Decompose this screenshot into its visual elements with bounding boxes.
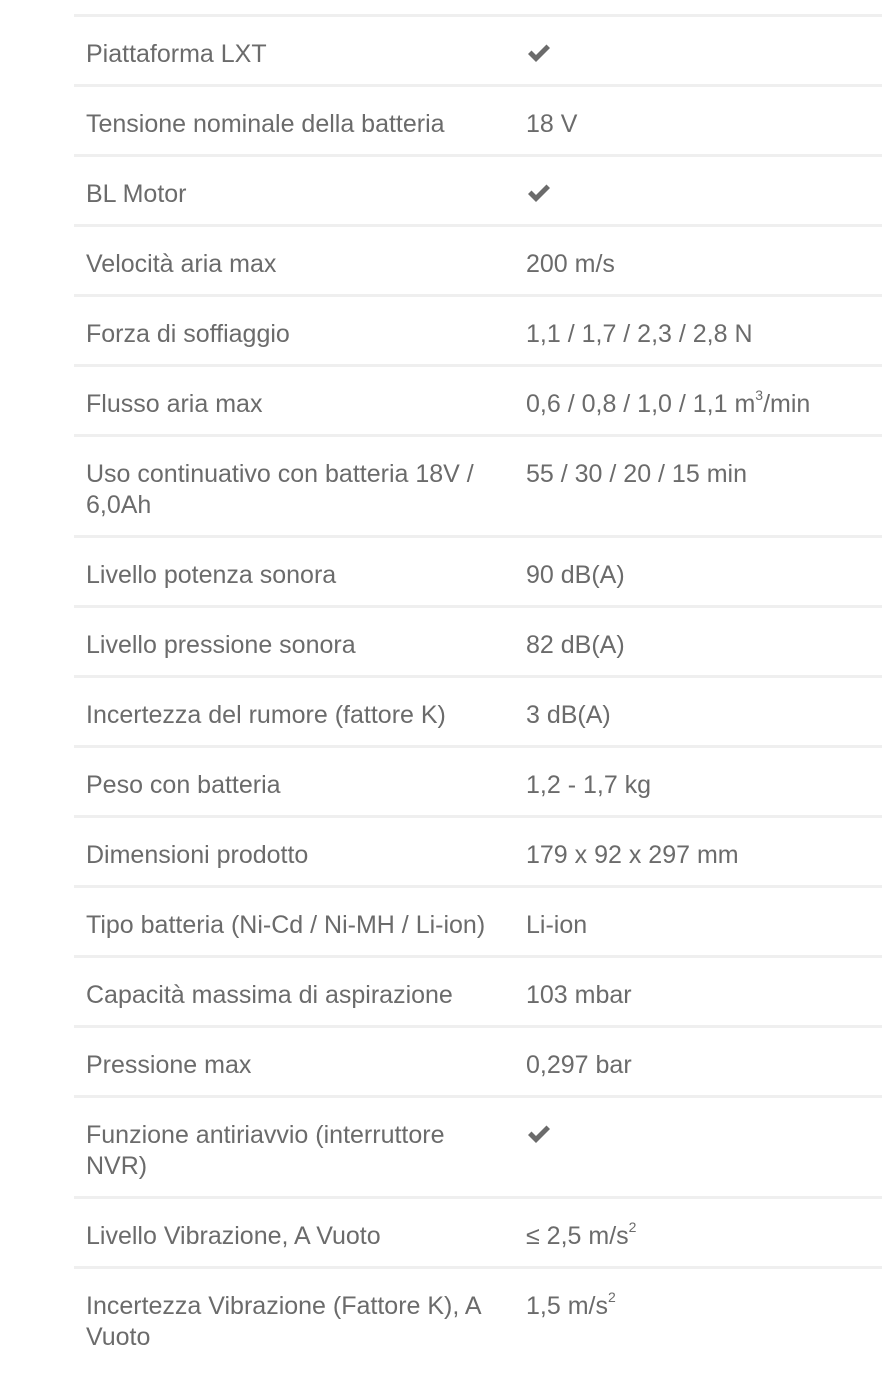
spec-label: Tipo batteria (Ni-Cd / Ni-MH / Li-ion) xyxy=(86,911,486,939)
spec-row xyxy=(74,818,882,888)
spec-value: 1,2 - 1,7 kg xyxy=(526,771,652,799)
spec-label: BL Motor xyxy=(86,180,187,208)
spec-label: Livello pressione sonora xyxy=(86,631,356,659)
check-icon xyxy=(526,182,552,204)
spec-row xyxy=(74,608,882,678)
spec-label: Incertezza del rumore (fattore K) xyxy=(86,701,446,729)
value-superscript: 3 xyxy=(755,386,764,403)
spec-row xyxy=(74,17,882,87)
spec-row xyxy=(74,297,882,367)
spec-row xyxy=(74,748,882,818)
spec-row xyxy=(74,538,882,608)
spec-value: 103 mbar xyxy=(526,981,632,1009)
spec-value xyxy=(514,1098,882,1196)
spec-label: Funzione antiriavvio (interruttore NVR) xyxy=(86,1121,445,1180)
spec-row xyxy=(74,227,882,297)
spec-label: Uso continuativo con batteria 18V / 6,0Ah xyxy=(86,460,474,519)
spec-value: Li-ion xyxy=(526,911,588,939)
value-suffix: /min xyxy=(763,390,811,418)
spec-row xyxy=(74,157,882,227)
check-icon xyxy=(526,1123,552,1145)
spec-value: 3 dB(A) xyxy=(526,701,611,729)
spec-value: 82 dB(A) xyxy=(526,631,625,659)
spec-table xyxy=(74,14,882,1367)
spec-row xyxy=(74,1199,882,1269)
spec-value: 200 m/s xyxy=(526,250,615,278)
spec-row xyxy=(74,888,882,958)
value-superscript: 2 xyxy=(607,1288,616,1305)
spec-value: 55 / 30 / 20 / 15 min xyxy=(526,460,747,488)
spec-label: Tensione nominale della batteria xyxy=(86,110,445,138)
spec-row xyxy=(74,1028,882,1098)
spec-value xyxy=(514,157,882,224)
spec-label: Flusso aria max xyxy=(86,390,263,418)
spec-label: Livello potenza sonora xyxy=(86,561,337,589)
value-superscript: 2 xyxy=(628,1218,637,1235)
spec-label: Velocità aria max xyxy=(86,250,277,278)
spec-value xyxy=(514,17,882,84)
value-text: ≤ 2,5 m/s xyxy=(526,1222,629,1250)
spec-row xyxy=(74,367,882,437)
spec-row xyxy=(74,1269,882,1367)
spec-value: 18 V xyxy=(526,110,578,138)
spec-value: 1,1 / 1,7 / 2,3 / 2,8 N xyxy=(526,320,753,348)
spec-value xyxy=(514,1269,882,1367)
spec-row xyxy=(74,437,882,538)
spec-label: Livello Vibrazione, A Vuoto xyxy=(86,1222,381,1250)
value-text: 1,5 m/s xyxy=(526,1292,608,1320)
spec-row xyxy=(74,678,882,748)
spec-row xyxy=(74,1098,882,1199)
spec-value xyxy=(514,367,882,434)
spec-value xyxy=(514,1199,882,1266)
check-icon xyxy=(526,42,552,64)
spec-row xyxy=(74,87,882,157)
spec-label: Peso con batteria xyxy=(86,771,281,799)
spec-row xyxy=(74,958,882,1028)
value-text: 0,6 / 0,8 / 1,0 / 1,1 m xyxy=(526,390,756,418)
spec-label: Capacità massima di aspirazione xyxy=(86,981,453,1009)
spec-value: 90 dB(A) xyxy=(526,561,625,589)
spec-label: Pressione max xyxy=(86,1051,252,1079)
spec-label: Incertezza Vibrazione (Fattore K), A Vuoto xyxy=(86,1292,481,1351)
spec-label: Piattaforma LXT xyxy=(86,40,267,68)
spec-value: 179 x 92 x 297 mm xyxy=(526,841,739,869)
spec-label: Dimensioni prodotto xyxy=(86,841,309,869)
spec-label: Forza di soffiaggio xyxy=(86,320,290,348)
spec-value: 0,297 bar xyxy=(526,1051,632,1079)
